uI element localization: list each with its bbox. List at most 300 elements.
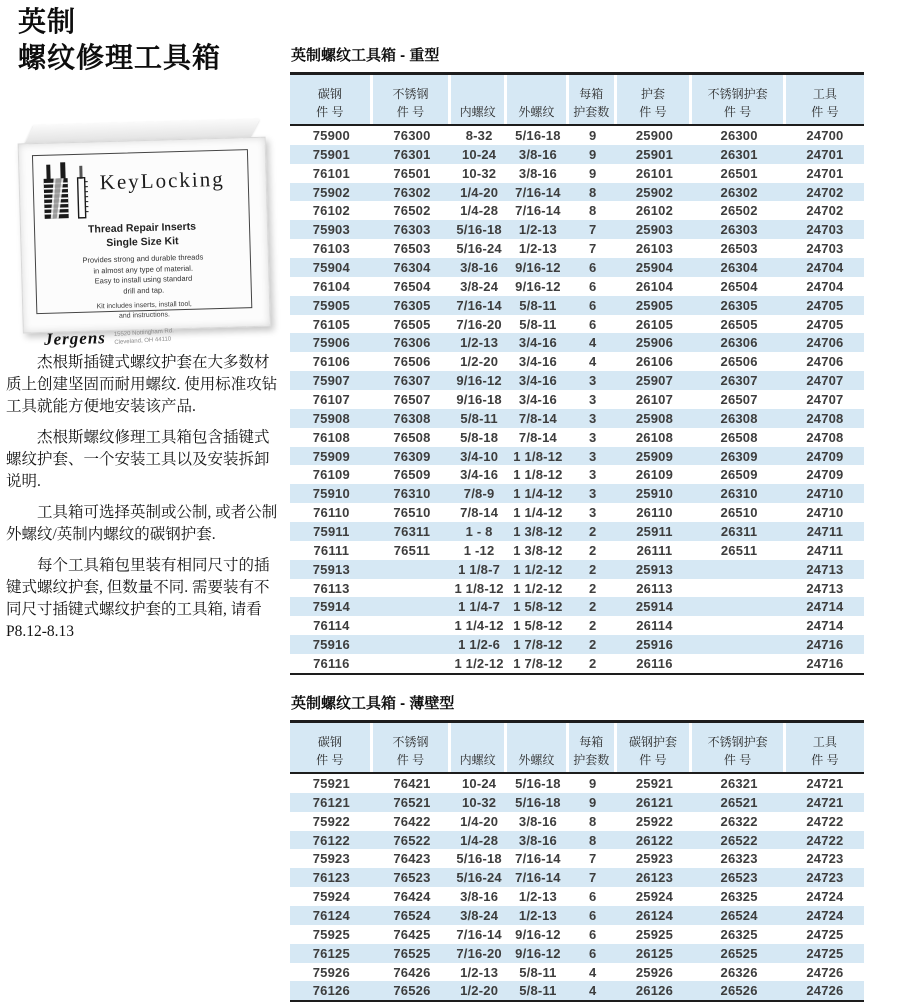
table-cell: 1/2-13 bbox=[518, 241, 557, 257]
table-cell: 26322 bbox=[720, 813, 758, 829]
table-cell: 24725 bbox=[806, 945, 844, 961]
table-cell: 1/2-20 bbox=[460, 983, 499, 999]
table-cell: 9/16-12 bbox=[456, 373, 502, 389]
table-cell: 5/8-11 bbox=[519, 316, 557, 332]
table-cell: 8 bbox=[589, 203, 597, 219]
table-cell: 6 bbox=[589, 907, 597, 923]
table-cell: 76121 bbox=[312, 794, 350, 810]
table-cell: 76108 bbox=[312, 429, 350, 445]
table-cell: 7/16-14 bbox=[515, 203, 561, 219]
table-title: 英制螺纹工具箱 - 重型 bbox=[291, 47, 440, 64]
table-cell: 1 5/8-12 bbox=[513, 618, 563, 634]
table-cell: 26310 bbox=[720, 486, 758, 502]
table-cell: 24701 bbox=[806, 146, 844, 162]
table-cell: 24713 bbox=[806, 580, 844, 596]
table-cell: 24724 bbox=[806, 907, 844, 923]
table-cell: 24709 bbox=[806, 448, 844, 464]
intro-paragraph: 每个工具箱包里装有相同尺寸的插键式螺纹护套, 但数量不同. 需要装有不同尺寸插键式螺纹护套的工具箱, 请看P8.12-8.13 bbox=[6, 557, 270, 640]
table-cell: 26524 bbox=[720, 907, 758, 923]
table-cell: 1/2-13 bbox=[518, 222, 557, 238]
table-cell: 25902 bbox=[635, 184, 674, 200]
table-cell: 9/16-12 bbox=[515, 945, 561, 961]
table-cell: 26103 bbox=[635, 241, 674, 257]
table-cell: 8 bbox=[589, 832, 597, 848]
table-row bbox=[290, 333, 864, 352]
table-cell: 3/4-16 bbox=[518, 373, 557, 389]
table-cell: 1 1/4-12 bbox=[513, 505, 563, 521]
table-cell: 75902 bbox=[312, 184, 350, 200]
table-cell: 4 bbox=[589, 983, 597, 999]
parts-table bbox=[290, 72, 864, 675]
table-cell: 1 1/2-12 bbox=[513, 580, 563, 596]
table-cell: 76421 bbox=[393, 775, 431, 791]
table-cell: 75903 bbox=[312, 222, 350, 238]
table-cell: 1/2-13 bbox=[518, 889, 557, 905]
table-cell: 2 bbox=[589, 599, 597, 615]
table-cell: 75906 bbox=[312, 335, 350, 351]
table-cell: 10-24 bbox=[461, 775, 497, 791]
table-cell: 24726 bbox=[806, 964, 844, 980]
table-cell: 26302 bbox=[720, 184, 758, 200]
table-cell: 7/8-14 bbox=[518, 410, 557, 426]
intro-text bbox=[6, 352, 283, 652]
table-cell: 3/4-16 bbox=[518, 335, 557, 351]
table-cell: 10-24 bbox=[461, 146, 497, 162]
table-cell: 76300 bbox=[393, 127, 431, 143]
table-cell: 26325 bbox=[720, 889, 758, 905]
table-cell: 24706 bbox=[806, 335, 844, 351]
table-cell: 1/2-13 bbox=[460, 964, 499, 980]
column-header: 不锈钢 件 号 bbox=[373, 75, 452, 124]
table-cell: 75907 bbox=[312, 373, 350, 389]
table-cell: 26501 bbox=[720, 165, 758, 181]
table-cell: 9 bbox=[589, 165, 597, 181]
column-header: 内螺纹 bbox=[451, 75, 507, 124]
table-cell: 26303 bbox=[720, 222, 758, 238]
table-cell: 76125 bbox=[312, 945, 350, 961]
table-cell: 26104 bbox=[635, 278, 674, 294]
table-cell: 3 bbox=[589, 391, 597, 407]
table-cell: 26113 bbox=[636, 580, 673, 596]
table-cell: 26504 bbox=[720, 278, 758, 294]
table-cell: 76106 bbox=[312, 354, 350, 370]
table-cell: 6 bbox=[589, 259, 597, 275]
table-cell: 76304 bbox=[393, 259, 431, 275]
table-heavy-duty bbox=[290, 44, 864, 675]
table-cell: 10-32 bbox=[461, 165, 497, 181]
table-cell: 4 bbox=[589, 335, 597, 351]
table-cell: 3/8-16 bbox=[460, 259, 499, 275]
table-cell: 25904 bbox=[635, 259, 674, 275]
table-cell: 2 bbox=[589, 637, 597, 653]
table-cell: 24705 bbox=[806, 316, 844, 332]
table-row bbox=[290, 541, 864, 560]
table-cell: 76301 bbox=[393, 146, 431, 162]
intro-paragraph: 杰根斯螺纹修理工具箱包含插键式螺纹护套、一个安装工具以及安装拆卸说明. bbox=[6, 429, 270, 490]
table-cell: 76123 bbox=[312, 870, 350, 886]
table-cell: 5/8-11 bbox=[460, 410, 498, 426]
table-cell: 25921 bbox=[635, 775, 674, 791]
table-cell: 76503 bbox=[393, 241, 431, 257]
box-address: 15520 Nottingham Rd. Cleveland, OH 44110 bbox=[113, 327, 174, 346]
table-cell: 7 bbox=[589, 241, 597, 257]
table-cell: 75923 bbox=[312, 851, 350, 867]
table-cell: 5/8-11 bbox=[519, 297, 557, 313]
table-cell: 25911 bbox=[636, 523, 673, 539]
table-cell: 5/8-11 bbox=[519, 983, 557, 999]
table-cell: 1 1/8-7 bbox=[458, 561, 501, 577]
table-cell: 26101 bbox=[635, 165, 674, 181]
table-cell: 7/16-14 bbox=[515, 851, 561, 867]
box-subtitle-line2: Single Size Kit bbox=[106, 235, 179, 250]
table-cell: 3/8-16 bbox=[460, 889, 499, 905]
table-cell: 6 bbox=[589, 278, 597, 294]
table-cell: 26111 bbox=[636, 542, 673, 558]
table-cell: 26502 bbox=[720, 203, 758, 219]
table-cell: 24702 bbox=[806, 203, 844, 219]
table-cell: 26505 bbox=[720, 316, 758, 332]
table-cell: 7/8-14 bbox=[518, 429, 557, 445]
page-title bbox=[18, 4, 221, 77]
table-cell: 76305 bbox=[393, 297, 431, 313]
table-cell: 24724 bbox=[806, 889, 844, 905]
table-cell: 76302 bbox=[393, 184, 431, 200]
table-cell: 3/4-10 bbox=[460, 448, 499, 464]
page-title-line2: 螺纹修理工具箱 bbox=[18, 42, 222, 74]
column-header: 碳钢护套 件 号 bbox=[617, 723, 693, 772]
table-cell: 24708 bbox=[806, 429, 844, 445]
table-cell: 1 5/8-12 bbox=[513, 599, 563, 615]
table-cell: 25903 bbox=[635, 222, 674, 238]
table-row bbox=[290, 560, 864, 579]
column-header: 碳钢 件 号 bbox=[290, 75, 373, 124]
table-cell: 24722 bbox=[806, 813, 844, 829]
table-cell: 3 bbox=[589, 467, 597, 483]
table-cell: 26109 bbox=[635, 467, 674, 483]
table-cell: 6 bbox=[589, 926, 597, 942]
table-cell: 76105 bbox=[312, 316, 350, 332]
table-cell: 24709 bbox=[806, 467, 844, 483]
table-cell: 7 bbox=[589, 851, 597, 867]
table-cell: 24716 bbox=[806, 637, 844, 653]
box-front-face bbox=[18, 137, 271, 349]
table-cell: 2 bbox=[589, 523, 597, 539]
table-cell: 5/8-11 bbox=[519, 964, 557, 980]
table-row bbox=[290, 352, 864, 371]
table-cell: 76504 bbox=[393, 278, 431, 294]
table-cell: 25909 bbox=[635, 448, 674, 464]
table-cell: 76424 bbox=[393, 889, 431, 905]
table-row bbox=[290, 887, 864, 906]
table-cell: 25901 bbox=[635, 146, 674, 162]
table-cell: 24711 bbox=[806, 542, 844, 558]
table-cell: 5/16-18 bbox=[456, 222, 502, 238]
table-cell: 9 bbox=[589, 775, 597, 791]
table-cell: 7/16-20 bbox=[456, 316, 502, 332]
table-cell: 75916 bbox=[312, 637, 350, 653]
table-cell: 24700 bbox=[806, 127, 844, 143]
table-row bbox=[290, 183, 864, 202]
table-cell: 5/16-18 bbox=[515, 127, 561, 143]
table-cell: 26509 bbox=[720, 467, 758, 483]
table-cell: 26523 bbox=[720, 870, 758, 886]
table-cell: 26300 bbox=[720, 127, 758, 143]
table-cell: 1/4-28 bbox=[460, 203, 499, 219]
table-cell: 76110 bbox=[313, 505, 350, 521]
table-cell: 24716 bbox=[806, 655, 844, 671]
table-cell: 24703 bbox=[806, 222, 844, 238]
table-cell: 9/16-18 bbox=[456, 391, 502, 407]
table-cell: 24708 bbox=[806, 410, 844, 426]
table-row bbox=[290, 635, 864, 654]
table-cell: 25916 bbox=[635, 637, 674, 653]
table-cell: 25925 bbox=[635, 926, 674, 942]
table-cell: 25914 bbox=[635, 599, 674, 615]
table-cell: 24706 bbox=[806, 354, 844, 370]
table-cell: 4 bbox=[589, 964, 597, 980]
table-cell: 3 bbox=[589, 410, 597, 426]
table-cell: 1/4-20 bbox=[460, 813, 499, 829]
table-cell: 75908 bbox=[312, 410, 350, 426]
table-row bbox=[290, 239, 864, 258]
table-body bbox=[290, 126, 864, 673]
table-cell: 76526 bbox=[393, 983, 431, 999]
table-cell: 76102 bbox=[312, 203, 350, 219]
column-header: 不锈钢 件 号 bbox=[373, 723, 452, 772]
table-cell: 6 bbox=[589, 945, 597, 961]
column-header: 工具 件 号 bbox=[786, 75, 864, 124]
table-cell: 7/16-14 bbox=[456, 926, 502, 942]
table-cell: 76126 bbox=[312, 983, 350, 999]
table-cell: 26114 bbox=[636, 618, 673, 634]
column-header: 护套 件 号 bbox=[617, 75, 693, 124]
table-cell: 76522 bbox=[393, 832, 431, 848]
table-cell: 24704 bbox=[806, 278, 844, 294]
table-cell: 26506 bbox=[720, 354, 758, 370]
table-cell: 76104 bbox=[312, 278, 350, 294]
column-header: 内螺纹 bbox=[451, 723, 507, 772]
table-cell: 6 bbox=[589, 297, 597, 313]
table-cell: 10-32 bbox=[461, 794, 497, 810]
table-cell: 3 bbox=[589, 373, 597, 389]
table-cell: 24726 bbox=[806, 983, 844, 999]
table-row bbox=[290, 906, 864, 925]
table-row bbox=[290, 428, 864, 447]
table-cell: 9 bbox=[589, 127, 597, 143]
table-row bbox=[290, 793, 864, 812]
table-cell: 1 7/8-12 bbox=[513, 655, 563, 671]
table-cell: 76306 bbox=[393, 335, 431, 351]
table-cell: 26526 bbox=[720, 983, 758, 999]
table-row bbox=[290, 616, 864, 635]
table-row bbox=[290, 164, 864, 183]
table-cell: 1 - 8 bbox=[465, 523, 493, 539]
table-cell: 76521 bbox=[393, 794, 431, 810]
table-cell: 26124 bbox=[635, 907, 674, 923]
table-cell: 75901 bbox=[312, 146, 350, 162]
table-cell: 76523 bbox=[393, 870, 431, 886]
table-cell: 25907 bbox=[635, 373, 674, 389]
column-header: 外螺纹 bbox=[507, 723, 569, 772]
column-header: 碳钢 件 号 bbox=[290, 723, 373, 772]
table-cell: 76525 bbox=[393, 945, 431, 961]
table-cell: 6 bbox=[589, 316, 597, 332]
table-cell: 7/16-14 bbox=[515, 184, 561, 200]
table-body bbox=[290, 774, 864, 1000]
table-cell: 24721 bbox=[806, 775, 844, 791]
table-cell: 3/8-16 bbox=[518, 165, 557, 181]
table-cell: 1 3/8-12 bbox=[513, 542, 563, 558]
table-cell: 26301 bbox=[720, 146, 758, 162]
table-cell: 26304 bbox=[720, 259, 758, 275]
table-cell: 1/4-20 bbox=[460, 184, 499, 200]
table-cell: 1 1/4-12 bbox=[454, 618, 504, 634]
table-cell: 76425 bbox=[393, 926, 431, 942]
table-thin-wall bbox=[290, 692, 864, 1002]
table-cell: 75905 bbox=[312, 297, 350, 313]
table-cell: 75925 bbox=[312, 926, 350, 942]
table-cell: 3/8-16 bbox=[518, 813, 557, 829]
table-row bbox=[290, 654, 864, 673]
table-cell: 75921 bbox=[312, 775, 350, 791]
table-cell: 76508 bbox=[393, 429, 431, 445]
table-cell: 76122 bbox=[312, 832, 350, 848]
table-cell: 26510 bbox=[720, 505, 758, 521]
table-cell: 9 bbox=[589, 146, 597, 162]
table-cell: 76107 bbox=[312, 391, 350, 407]
table-cell: 24721 bbox=[806, 794, 844, 810]
table-cell: 24710 bbox=[806, 505, 844, 521]
table-cell: 24713 bbox=[806, 561, 844, 577]
table-row bbox=[290, 447, 864, 466]
table-cell: 24722 bbox=[806, 832, 844, 848]
table-cell: 3/8-16 bbox=[518, 146, 557, 162]
parts-table bbox=[290, 720, 864, 1002]
table-cell: 26107 bbox=[635, 391, 674, 407]
table-cell: 26105 bbox=[635, 316, 674, 332]
table-cell: 3/4-16 bbox=[460, 467, 499, 483]
table-cell: 25906 bbox=[635, 335, 674, 351]
table-cell: 76103 bbox=[312, 241, 350, 257]
table-cell: 76307 bbox=[393, 373, 431, 389]
table-row bbox=[290, 579, 864, 598]
table-cell: 5/16-24 bbox=[456, 241, 502, 257]
table-cell: 26108 bbox=[635, 429, 674, 445]
table-cell: 1/2-20 bbox=[460, 354, 499, 370]
table-cell: 75909 bbox=[312, 448, 350, 464]
page-title-line1: 英制 bbox=[18, 6, 77, 37]
table-cell: 24711 bbox=[806, 523, 844, 539]
table-cell: 76501 bbox=[393, 165, 431, 181]
table-row bbox=[290, 981, 864, 1000]
table-row bbox=[290, 925, 864, 944]
table-cell: 26507 bbox=[720, 391, 758, 407]
table-cell: 3 bbox=[589, 448, 597, 464]
table-row bbox=[290, 296, 864, 315]
table-row bbox=[290, 409, 864, 428]
table-cell: 76303 bbox=[393, 222, 431, 238]
table-cell: 3 bbox=[589, 486, 597, 502]
table-cell: 26525 bbox=[720, 945, 758, 961]
table-cell: 75913 bbox=[312, 561, 350, 577]
table-cell: 3/4-16 bbox=[518, 391, 557, 407]
table-cell: 25924 bbox=[635, 889, 674, 905]
table-cell: 1 1/2-12 bbox=[454, 655, 504, 671]
table-cell: 26321 bbox=[720, 775, 758, 791]
table-row bbox=[290, 220, 864, 239]
table-cell: 7/8-14 bbox=[460, 505, 499, 521]
table-cell: 2 bbox=[589, 655, 597, 671]
table-cell: 24701 bbox=[806, 165, 844, 181]
table-cell: 76111 bbox=[313, 542, 350, 558]
table-cell: 1 1/4-7 bbox=[458, 599, 501, 615]
table-cell: 25910 bbox=[635, 486, 674, 502]
table-cell: 25900 bbox=[635, 127, 674, 143]
table-cell: 5/16-18 bbox=[515, 775, 561, 791]
product-box-photo bbox=[17, 117, 275, 349]
table-cell: 1 -12 bbox=[463, 542, 495, 558]
table-cell: 75911 bbox=[313, 523, 350, 539]
jergens-logo: Jergens bbox=[43, 328, 107, 349]
table-row bbox=[290, 522, 864, 541]
table-cell: 9/16-12 bbox=[515, 278, 561, 294]
table-cell: 26503 bbox=[720, 241, 758, 257]
table-cell: 3 bbox=[589, 429, 597, 445]
table-cell: 24725 bbox=[806, 926, 844, 942]
table-cell: 26122 bbox=[635, 832, 674, 848]
table-cell: 76509 bbox=[393, 467, 431, 483]
table-cell: 2 bbox=[589, 580, 597, 596]
table-row bbox=[290, 849, 864, 868]
table-row bbox=[290, 126, 864, 145]
column-header: 工具 件 号 bbox=[786, 723, 864, 772]
table-row bbox=[290, 831, 864, 850]
table-cell: 26309 bbox=[720, 448, 758, 464]
table-cell: 7/16-14 bbox=[456, 297, 502, 313]
table-cell: 26508 bbox=[720, 429, 758, 445]
table-cell: 75924 bbox=[312, 889, 350, 905]
table-cell: 3/8-24 bbox=[460, 278, 499, 294]
table-cell: 5/16-18 bbox=[456, 851, 502, 867]
table-cell: 76507 bbox=[393, 391, 431, 407]
table-cell: 76310 bbox=[393, 486, 431, 502]
table-cell: 3/8-16 bbox=[518, 832, 557, 848]
table-cell: 75910 bbox=[312, 486, 350, 502]
table-row bbox=[290, 597, 864, 616]
table-cell: 5/16-24 bbox=[456, 870, 502, 886]
table-cell: 26306 bbox=[720, 335, 758, 351]
table-cell: 1 1/2-6 bbox=[458, 637, 501, 653]
table-cell: 76502 bbox=[393, 203, 431, 219]
column-header: 不锈钢护套 件 号 bbox=[692, 723, 786, 772]
table-cell: 75904 bbox=[312, 259, 350, 275]
table-cell: 9/16-12 bbox=[515, 926, 561, 942]
table-row bbox=[290, 963, 864, 982]
table-cell: 76116 bbox=[313, 655, 350, 671]
table-cell: 24714 bbox=[806, 618, 844, 634]
table-cell: 24705 bbox=[806, 297, 844, 313]
box-includes-note: Kit includes inserts, install tool, and instructions. bbox=[96, 301, 192, 320]
box-subtitle-line1: Thread Repair Inserts bbox=[87, 220, 197, 236]
table-cell: 25908 bbox=[635, 410, 674, 426]
table-cell: 76422 bbox=[393, 813, 431, 829]
table-cell: 25926 bbox=[635, 964, 674, 980]
table-row bbox=[290, 465, 864, 484]
table-cell: 26123 bbox=[635, 870, 674, 886]
table-cell: 2 bbox=[589, 561, 597, 577]
table-cell: 1 1/8-12 bbox=[454, 580, 504, 596]
table-header-row bbox=[290, 75, 864, 126]
